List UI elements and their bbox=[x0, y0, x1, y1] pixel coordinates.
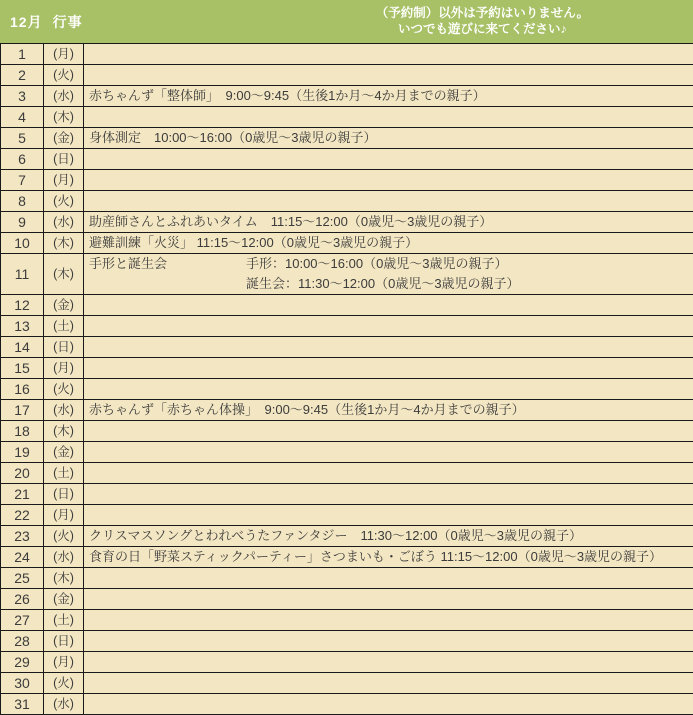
event-text bbox=[84, 610, 693, 631]
day-number: 31 bbox=[1, 694, 44, 715]
day-number: 13 bbox=[1, 316, 44, 337]
table-row bbox=[1, 44, 693, 65]
event-text: 食育の日「野菜スティックパーティー」さつまいも・ごぼう 11:15～12:00（0歳児～3歳児の親子） bbox=[84, 547, 693, 568]
table-row bbox=[1, 694, 693, 715]
day-number: 25 bbox=[1, 568, 44, 589]
header-bar bbox=[0, 0, 693, 43]
table-row bbox=[1, 128, 693, 149]
day-number: 29 bbox=[1, 652, 44, 673]
weekday-label: (金) bbox=[44, 589, 84, 610]
table-row bbox=[1, 379, 693, 400]
event-text: 赤ちゃんず「赤ちゃん体操」 9:00～9:45（生後1か月～4か月までの親子） bbox=[84, 400, 693, 421]
weekday-label: (水) bbox=[44, 400, 84, 421]
event-text bbox=[84, 505, 693, 526]
table-row bbox=[1, 191, 693, 212]
weekday-label: (火) bbox=[44, 191, 84, 212]
day-number: 21 bbox=[1, 484, 44, 505]
day-number: 20 bbox=[1, 463, 44, 484]
table-row bbox=[1, 170, 693, 191]
event-text: クリスマスソングとわれべうたファンタジー 11:30～12:00（0歳児～3歳児の親子） bbox=[84, 526, 693, 547]
day-number: 3 bbox=[1, 86, 44, 107]
event-text: 避難訓練「火災」 11:15～12:00（0歳児～3歳児の親子） bbox=[84, 233, 693, 254]
day-number: 28 bbox=[1, 631, 44, 652]
table-row bbox=[1, 107, 693, 128]
event-text bbox=[84, 65, 693, 86]
day-number: 30 bbox=[1, 673, 44, 694]
table-row bbox=[1, 568, 693, 589]
weekday-label: (火) bbox=[44, 526, 84, 547]
schedule-table bbox=[0, 43, 693, 715]
table-row bbox=[1, 358, 693, 379]
table-row bbox=[1, 631, 693, 652]
day-number: 11 bbox=[1, 254, 44, 295]
table-row bbox=[1, 484, 693, 505]
event-text bbox=[84, 694, 693, 715]
weekday-label: (木) bbox=[44, 107, 84, 128]
weekday-label: (日) bbox=[44, 337, 84, 358]
weekday-label: (日) bbox=[44, 484, 84, 505]
day-number: 12 bbox=[1, 295, 44, 316]
weekday-label: (水) bbox=[44, 694, 84, 715]
heading-label: 行事 bbox=[52, 13, 83, 30]
table-row bbox=[1, 233, 693, 254]
event-text: 赤ちゃんず「整体師」 9:00～9:45（生後1か月～4か月までの親子） bbox=[84, 86, 693, 107]
day-number: 2 bbox=[1, 65, 44, 86]
day-number: 22 bbox=[1, 505, 44, 526]
reservation-note-line1: （予約制）以外は予約はいりません。 bbox=[375, 6, 589, 20]
table-row bbox=[1, 463, 693, 484]
day-number: 14 bbox=[1, 337, 44, 358]
table-row bbox=[1, 337, 693, 358]
table-row bbox=[1, 149, 693, 170]
table-row bbox=[1, 652, 693, 673]
weekday-label: (火) bbox=[44, 379, 84, 400]
table-row bbox=[1, 254, 693, 295]
event-text bbox=[84, 652, 693, 673]
day-number: 7 bbox=[1, 170, 44, 191]
weekday-label: (木) bbox=[44, 254, 84, 295]
day-number: 1 bbox=[1, 44, 44, 65]
event-text bbox=[84, 463, 693, 484]
event-text bbox=[84, 295, 693, 316]
event-text bbox=[84, 316, 693, 337]
day-number: 8 bbox=[1, 191, 44, 212]
event-text bbox=[84, 337, 693, 358]
table-row bbox=[1, 316, 693, 337]
day-number: 10 bbox=[1, 233, 44, 254]
event-text: 身体測定 10:00～16:00（0歳児～3歳児の親子） bbox=[84, 128, 693, 149]
day-number: 19 bbox=[1, 442, 44, 463]
event-text bbox=[84, 589, 693, 610]
weekday-label: (土) bbox=[44, 463, 84, 484]
weekday-label: (火) bbox=[44, 673, 84, 694]
day-number: 15 bbox=[1, 358, 44, 379]
table-row bbox=[1, 295, 693, 316]
weekday-label: (月) bbox=[44, 44, 84, 65]
table-row bbox=[1, 589, 693, 610]
weekday-label: (木) bbox=[44, 421, 84, 442]
event-detail-indent bbox=[89, 274, 246, 294]
day-number: 24 bbox=[1, 547, 44, 568]
weekday-label: (土) bbox=[44, 610, 84, 631]
weekday-label: (金) bbox=[44, 442, 84, 463]
weekday-label: (水) bbox=[44, 212, 84, 233]
weekday-label: (金) bbox=[44, 295, 84, 316]
event-text bbox=[84, 254, 693, 295]
event-text bbox=[84, 44, 693, 65]
weekday-label: (月) bbox=[44, 170, 84, 191]
table-row bbox=[1, 86, 693, 107]
event-text bbox=[84, 379, 693, 400]
event-text bbox=[84, 484, 693, 505]
day-number: 9 bbox=[1, 212, 44, 233]
table-row bbox=[1, 212, 693, 233]
event-text bbox=[84, 631, 693, 652]
event-detail-1: 手形：10:00～16:00（0歳児～3歳児の親子） bbox=[246, 256, 508, 271]
event-text bbox=[84, 358, 693, 379]
event-text bbox=[84, 107, 693, 128]
table-row bbox=[1, 505, 693, 526]
event-text bbox=[84, 170, 693, 191]
event-text bbox=[84, 442, 693, 463]
day-number: 6 bbox=[1, 149, 44, 170]
weekday-label: (土) bbox=[44, 316, 84, 337]
weekday-label: (月) bbox=[44, 505, 84, 526]
table-row bbox=[1, 526, 693, 547]
weekday-label: (月) bbox=[44, 358, 84, 379]
weekday-label: (木) bbox=[44, 233, 84, 254]
month-label: 12月 bbox=[10, 13, 43, 30]
event-text bbox=[84, 568, 693, 589]
event-title: 手形と誕生会 bbox=[89, 256, 168, 271]
weekday-label: (日) bbox=[44, 149, 84, 170]
weekday-label: (火) bbox=[44, 65, 84, 86]
event-text: 助産師さんとふれあいタイム 11:15～12:00（0歳児～3歳児の親子） bbox=[84, 212, 693, 233]
reservation-note-line2: いつでも遊びに来てください♪ bbox=[397, 22, 567, 36]
table-row bbox=[1, 673, 693, 694]
event-text bbox=[84, 149, 693, 170]
event-text bbox=[84, 191, 693, 212]
day-number: 16 bbox=[1, 379, 44, 400]
weekday-label: (水) bbox=[44, 547, 84, 568]
table-row bbox=[1, 65, 693, 86]
table-row bbox=[1, 610, 693, 631]
event-text bbox=[84, 421, 693, 442]
reservation-note bbox=[376, 5, 589, 37]
day-number: 23 bbox=[1, 526, 44, 547]
table-row bbox=[1, 442, 693, 463]
day-number: 17 bbox=[1, 400, 44, 421]
day-number: 5 bbox=[1, 128, 44, 149]
table-row bbox=[1, 547, 693, 568]
day-number: 18 bbox=[1, 421, 44, 442]
table-row bbox=[1, 421, 693, 442]
page-title bbox=[10, 0, 83, 43]
day-number: 26 bbox=[1, 589, 44, 610]
day-number: 27 bbox=[1, 610, 44, 631]
event-detail-2: 誕生会：11:30～12:00（0歳児～3歳児の親子） bbox=[246, 276, 520, 291]
day-number: 4 bbox=[1, 107, 44, 128]
weekday-label: (金) bbox=[44, 128, 84, 149]
weekday-label: (水) bbox=[44, 86, 84, 107]
weekday-label: (木) bbox=[44, 568, 84, 589]
weekday-label: (日) bbox=[44, 631, 84, 652]
table-row bbox=[1, 400, 693, 421]
weekday-label: (月) bbox=[44, 652, 84, 673]
event-text bbox=[84, 673, 693, 694]
